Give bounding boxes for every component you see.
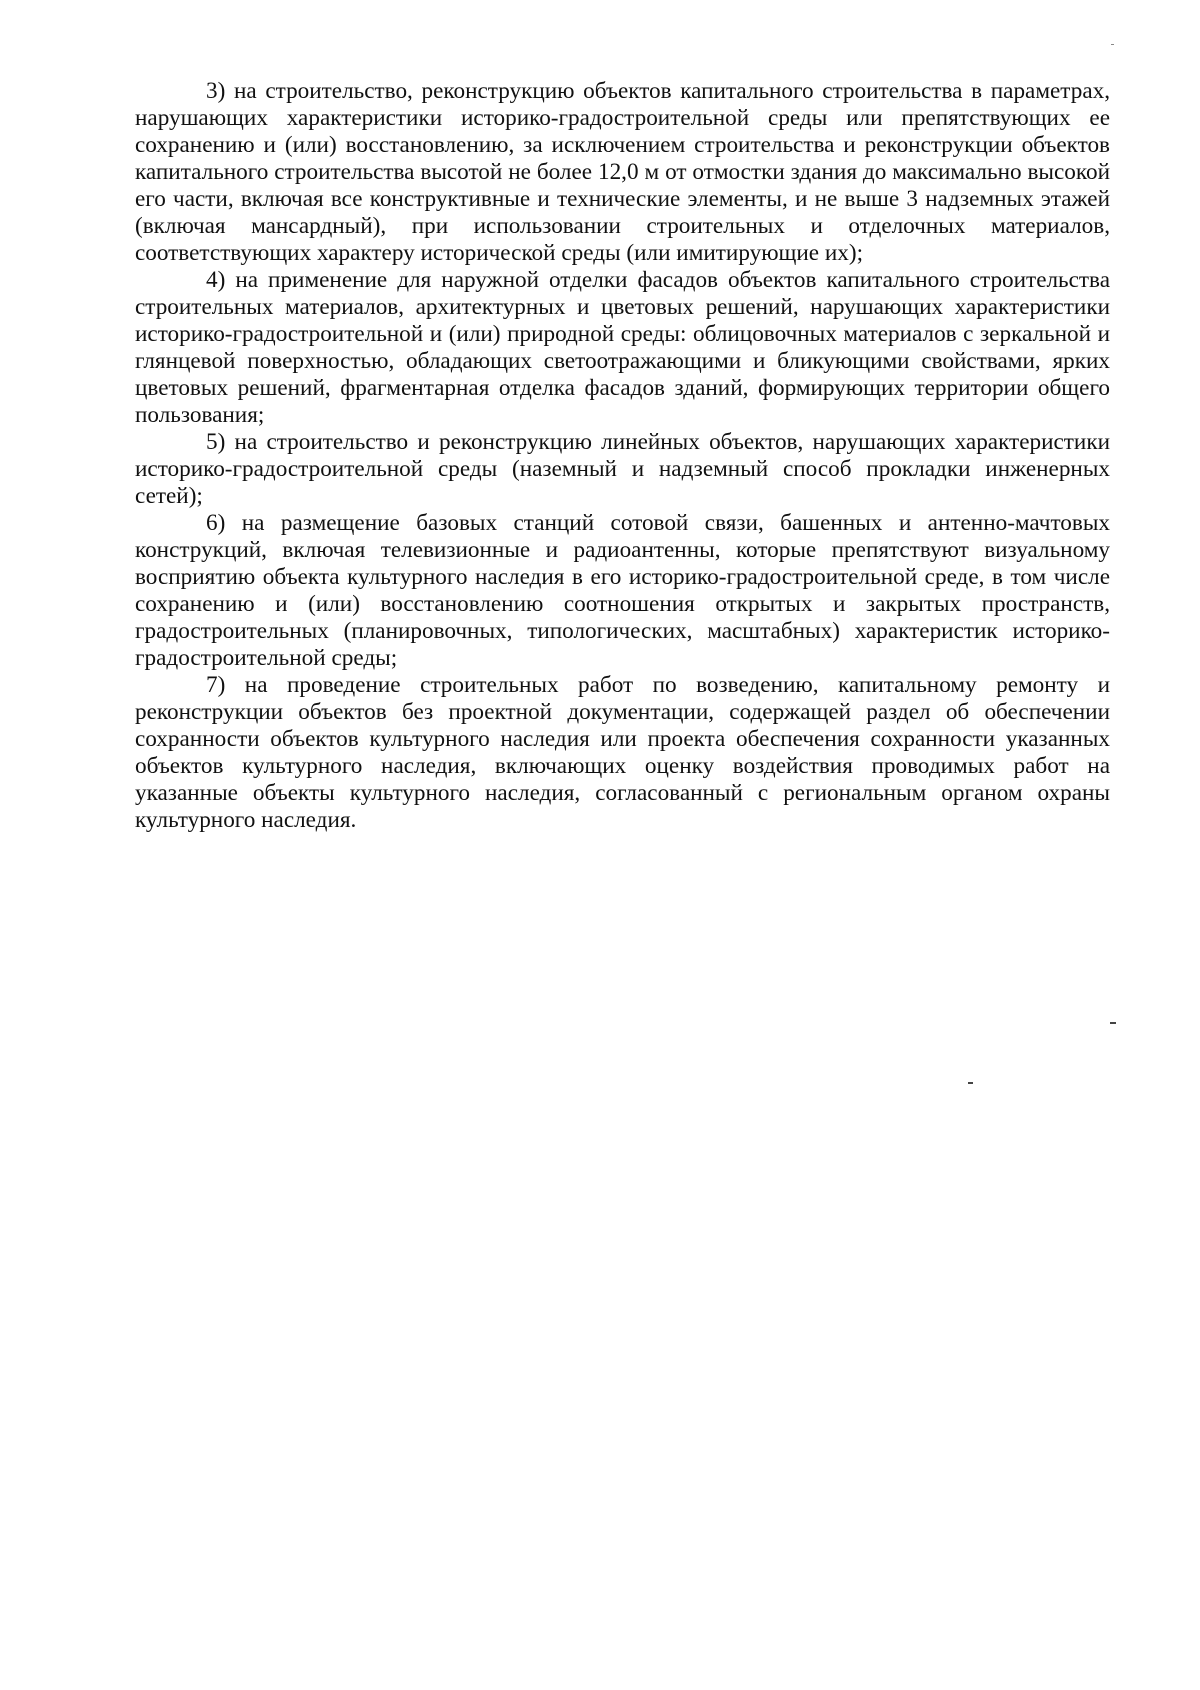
paragraph-item-5: 5) на строительство и реконструкцию линейных объектов, нарушающих характеристики историко-градостроительной среды (наземный и надземный способ прокладки инженерных сетей); xyxy=(135,429,1110,509)
paragraph-item-6: 6) на размещение базовых станций сотовой связи, башенных и антенно-мачтовых конструкций, включая телевизионные и радиоантенны, которые препятствуют визуальному восприятию объекта культурного наследия в его историко-градостроительной среде, в том числе сохранению и (или) восстановлению соотношения открытых и закрытых пространств, градостроительных (планировочных, типологических, масштабных) характеристик историко-градостроительной среды; xyxy=(135,510,1110,671)
scan-speck xyxy=(968,1082,973,1084)
paragraph-item-7: 7) на проведение строительных работ по возведению, капитальному ремонту и реконструкции объектов без проектной документации, содержащей раздел об обеспечении сохранности объектов культурного наследия или проекта обеспечения сохранности указанных объектов культурного наследия, включающих оценку воздействия проводимых работ на указанные объекты культурного наследия, согласованный с региональным органом охраны культурного наследия. xyxy=(135,672,1110,833)
scan-speck xyxy=(1111,44,1114,45)
scan-speck xyxy=(1110,1022,1116,1024)
paragraph-item-4: 4) на применение для наружной отделки фасадов объектов капитального строительства строительных материалов, архитектурных и цветовых решений, нарушающих характеристики историко-градостроительной и (или) природной среды: облицовочных материалов с зеркальной и глянцевой поверхностью, обладающих светоотражающими и бликующими свойствами, ярких цветовых решений, фрагментарная отделка фасадов зданий, формирующих территории общего пользования; xyxy=(135,267,1110,428)
paragraph-item-3: 3) на строительство, реконструкцию объектов капитального строительства в параметрах, нарушающих характеристики историко-градостроительной среды или препятствующих ее сохранению и (или) восстановлению, за исключением строительства и реконструкции объектов капитального строительства высотой не более 12,0 м от отмостки здания до максимально высокой его части, включая все конструктивные и технические элементы, и не выше 3 надземных этажей (включая мансардный), при использовании строительных и отделочных материалов, соответствующих характеру исторической среды (или имитирующие их); xyxy=(135,78,1110,266)
document-body xyxy=(135,78,1110,834)
